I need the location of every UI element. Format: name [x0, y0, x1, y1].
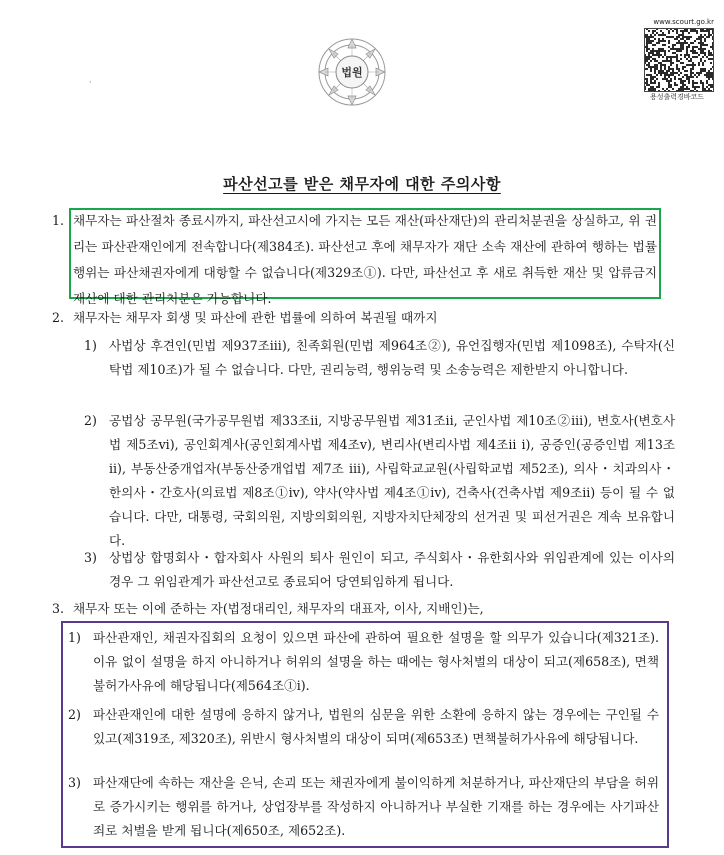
sub-item-number: 3): [84, 550, 97, 565]
item-text: 채무자는 파산절차 종료시까지, 파산선고시에 가지는 모든 재산(파산재단)의 관리처분권을 상실하고, 위 권리는 파산관재인에게 전속합니다(제384조). 파산선고 후에 채무자가 재단 소속 재산에 관하여 행하는 법률행위는 파산채권자에게 대항할 수 없습니다(제329조①). 다만, 파산선고 후 새로 취득한 재산 및 압류금지재산에 대한 관리처분은 가능합니다.: [73, 213, 657, 306]
court-seal-icon: [316, 36, 388, 108]
seal-label: 법원: [341, 66, 363, 79]
sub-item-text: 파산관재인, 채권자집회의 요청이 있으면 파산에 관하여 필요한 설명을 할 의무가 있습니다(제321조). 이유 없이 설명을 하지 아니하거나 허위의 설명을 하는 때에는 형사처벌의 대상이 되고(제658조), 면책불허가사유에 해당됩니다(제564조①i).: [93, 630, 659, 693]
sub-item-text: 사법상 후견인(민법 제937조iii), 친족회원(민법 제964조②), 유언집행자(민법 제1098조), 수탁자(신탁법 제10조)가 될 수 없습니다. 다만, 권리능력, 행위능력 및 소송능력은 제한받지 아니합니다.: [109, 338, 675, 377]
sub-item-number: 3): [68, 775, 81, 790]
item-number: 1.: [52, 213, 65, 228]
sub-item-number: 1): [68, 630, 81, 645]
item-text: 채무자 또는 이에 준하는 자(법정대리인, 채무자의 대표자, 이사, 지배인)는,: [73, 601, 484, 616]
barcode-caption: 용성출력경바코드: [649, 93, 705, 101]
barcode-block: [640, 18, 714, 101]
item-number: 2.: [52, 310, 65, 325]
sub-item-text: 파산관재인에 대한 설명에 응하지 않거나, 법원의 심문을 위한 소환에 응하지 않는 경우에는 구인될 수 있고(제319조, 제320조), 위반시 형사처벌의 대상이 되며(제653조) 면책불허가사유에 해당됩니다.: [93, 707, 659, 746]
scan-mark: ·: [89, 78, 92, 87]
item-number: 3.: [52, 601, 65, 616]
sub-item-text: 상법상 합명회사・합자회사 사원의 퇴사 원인이 되고, 주식회사・유한회사와 위임관계에 있는 이사의 경우 그 위임관계가 파산선고로 종료되어 당연퇴임하게 됩니다.: [109, 550, 675, 589]
sub-item-text: 파산재단에 속하는 재산을 은닉, 손괴 또는 채권자에게 불이익하게 처분하거나, 파산재단의 부담을 허위로 증가시키는 행위를 하거나, 상업장부를 작성하지 아니하거나 부실한 기재를 하는 경우에는 사기파산죄로 처벌을 받게 됩니다(제650조, 제652조).: [93, 775, 659, 838]
court-url: www.scourt.go.kr: [653, 18, 714, 26]
page-title: 파산선고를 받은 채무자에 대한 주의사항: [223, 175, 501, 193]
qr-code-icon: [644, 28, 714, 92]
sub-item-number: 1): [84, 338, 97, 353]
sub-item-number: 2): [68, 707, 81, 722]
sub-item-number: 2): [84, 413, 97, 428]
sub-item-text: 공법상 공무원(국가공무원법 제33조ii, 지방공무원법 제31조ii, 군인사법 제10조②iii), 변호사(변호사법 제5조vi), 공인회계사(공인회계사법 제4조v), 변리사(변리사법 제4조ii i), 공증인(공증인법 제13조ii), 부동산중개업자(부동산중개업법 제7조 iii), 사립학교교원(사립학교법 제52조), 의사・치과의사・한의사・간호사(의료법 제8조①iv), 약사(약사법 제4조①iv), 건축사(건축사법 제9조ii) 등이 될 수 없습니다. 다만, 대통령, 국회의원, 지방의회의원, 지방자치단체장의 선거권 및 피선거권은 계속 보유합니다.: [109, 413, 676, 548]
item-text: 채무자는 채무자 회생 및 파산에 관한 법률에 의하여 복권될 때까지: [73, 310, 438, 325]
